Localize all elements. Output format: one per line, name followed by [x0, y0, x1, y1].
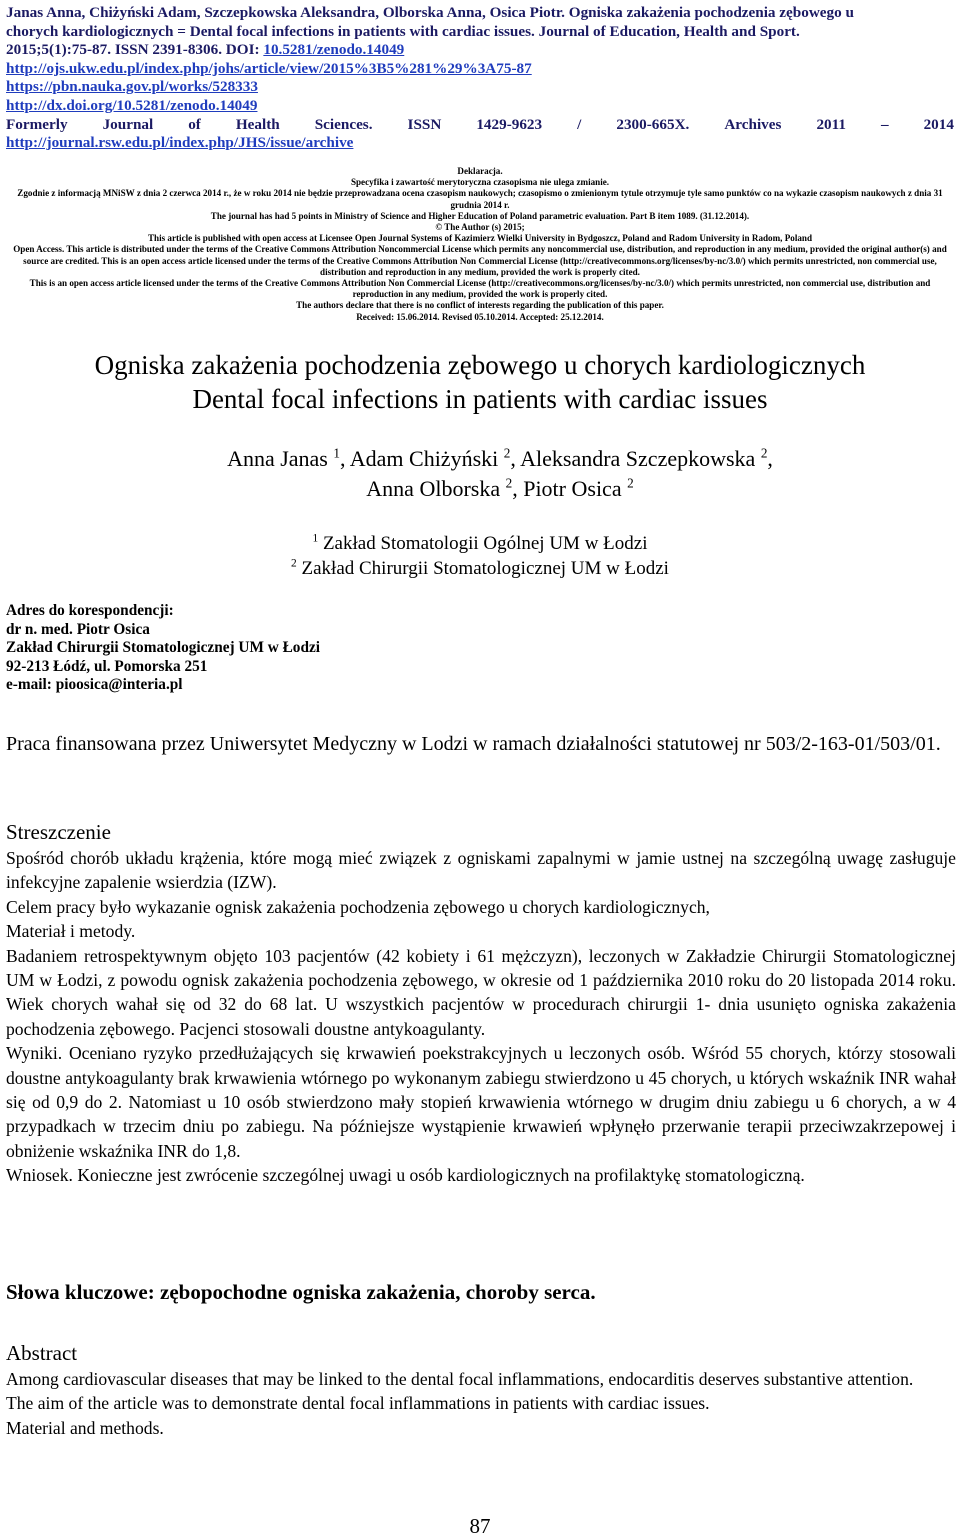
affiliation-mark: 2 [627, 475, 634, 491]
paragraph: Among cardiovascular diseases that may be linked to the dental focal inflammations, endocarditis deserves substantive attention. [6, 1369, 914, 1389]
correspondence-name: dr n. med. Piotr Osica [6, 620, 150, 638]
formerly-word: 1429-9623 [476, 115, 543, 133]
affiliation-text: Zakład Stomatologii Ogólnej UM w Łodzi [318, 533, 648, 554]
paragraph: The aim of the article was to demonstrate dental focal inflammations in patients with cardiac issues. [6, 1393, 710, 1414]
meta-line: Specyfika i zawartość merytoryczna czasopisma nie ulega zmianie. [350, 177, 610, 188]
affiliation-mark: 2 [760, 445, 768, 461]
correspondence-address [6, 602, 606, 695]
affiliation-number: 1 [312, 532, 319, 545]
author-name: Anna Janas [227, 446, 328, 471]
title-polish: Ogniska zakażenia pochodzenia zębowego u chorych kardiologicznych [94, 350, 866, 380]
paragraph: Wniosek. Konieczne jest zwrócenie szczególnej uwagi u osób kardiologicznych na profilaktykę stomatologiczną. [6, 1165, 805, 1186]
correspondence-dept: Zakład Chirurgii Stomatologicznej UM w Łodzi [6, 639, 321, 657]
citation-line-3-text: 2015;5(1):75-87. ISSN 2391-8306. DOI: [6, 41, 264, 59]
formerly-word: Health [235, 115, 280, 133]
authors [120, 444, 880, 504]
meta-line: The journal has had 5 points in Ministry of Science and Higher Education of Poland parametric evaluation. Part B item 1089. (31.12.2014). [210, 210, 750, 221]
copyright: © The Author (s) 2015; [435, 222, 525, 233]
meta-line: This is an open access article licensed under the terms of the Creative Commons Attribution Non Commercial License (http://creativecommons.org/licenses/by-nc/3.0/) which permits unrestricted, non commercial use, distribution and reproduction in any medium, provided the work is properly cited. [29, 278, 931, 300]
author-name: Anna Olborska [366, 476, 501, 501]
correspondence-email: e-mail: pioosica@interia.pl [6, 676, 183, 694]
affiliation-number: 2 [291, 557, 297, 570]
formerly-word: of [188, 115, 201, 133]
formerly-word: 2011 [816, 115, 846, 133]
keywords: Słowa kluczowe: zębopochodne ogniska zakażenia, choroby serca. [6, 1280, 596, 1304]
paragraph: Materiał i metody. [6, 921, 136, 942]
citation-line-1: Janas Anna, Chiżyński Adam, Szczepkowska Aleksandra, Olborska Anna, Osica Piotr. Ogniska zakażenia pochodzenia zębowego u [6, 4, 854, 21]
ojs-link[interactable]: http://ojs.ukw.edu.pl/index.php/johs/article/view/2015%3B5%281%29%3A75-87 [6, 59, 532, 77]
funding-statement [6, 731, 956, 758]
citation-line-3 [6, 41, 954, 60]
formerly-word: / [577, 115, 582, 133]
formerly-word: Formerly [6, 115, 68, 133]
paragraph: Material and methods. [6, 1417, 164, 1438]
correspondence-street: 92-213 Łódź, ul. Pomorska 251 [6, 657, 208, 675]
formerly-word: Archives [724, 115, 782, 133]
author-name: , Piotr Osica [512, 476, 622, 501]
abstract-body [6, 1367, 956, 1440]
archive-link[interactable]: http://journal.rsw.edu.pl/index.php/JHS/issue/archive [6, 134, 354, 152]
license-block [4, 166, 956, 323]
article-title [0, 348, 960, 416]
formerly-word: 2014 [923, 115, 954, 133]
declaration: Deklaracja. [457, 166, 503, 176]
page-number: 87 [469, 1514, 491, 1538]
abstract-heading: Abstract [6, 1341, 78, 1365]
dx-doi-link[interactable]: http://dx.doi.org/10.5281/zenodo.14049 [6, 96, 258, 114]
formerly-word: Sciences. [314, 115, 373, 133]
citation-line-2: chorych kardiologicznych = Dental focal infections in patients with cardiac issues. Journal of Education, Health and Sport. [6, 22, 800, 40]
streszczenie-body [6, 846, 956, 1188]
affiliations [200, 531, 760, 581]
formerly-line [6, 116, 954, 135]
separator: , [767, 446, 773, 471]
meta-line: Open Access. This article is distributed under the terms of the Creative Commons Attribution Noncommercial License which permits any noncommercial use, distribution, and reproduction in any medium, provided the original author(s) and source are credited. This is an open access article licensed under the terms of the Creative Commons Attribution Non Commercial License (http://creativecommons.org/licenses/by-nc/3.0/) which permits unrestricted, non commercial use, distribution and reproduction in any medium, provided the work is properly cited. [13, 244, 947, 277]
correspondence-label: Adres do korespondencji: [6, 602, 174, 619]
affiliation-mark: 2 [505, 475, 513, 491]
received-dates: Received: 15.06.2014. Revised 05.10.2014. Accepted: 25.12.2014. [356, 311, 604, 322]
citation-header [6, 4, 954, 153]
paragraph: Celem pracy było wykazanie ognisk zakażenia pochodzenia zębowego u chorych kardiologicznych, [6, 896, 710, 917]
affiliation-mark: 2 [503, 445, 511, 461]
meta-line: This article is published with open access at Licensee Open Journal Systems of Kazimierz Wielki University in Bydgoszcz, Poland and Radom University in Radom, Poland [147, 233, 813, 244]
author-name: , Adam Chiżyński [339, 446, 499, 471]
paragraph: Spośród chorób układu krążenia, które mogą mieć związek z ogniskami zapalnymi w jamie ustnej na szczególną uwagę zasługuje infekcyjne zapalenie wsierdzia (IZW). [6, 848, 956, 893]
affiliation-mark: 1 [333, 445, 340, 461]
pbn-link[interactable]: https://pbn.nauka.gov.pl/works/528333 [6, 78, 258, 96]
formerly-word: 2300-665X. [616, 115, 690, 133]
doi-link[interactable]: 10.5281/zenodo.14049 [263, 41, 405, 59]
paragraph: Badaniem retrospektywnym objęto 103 pacjentów (42 kobiety i 61 mężczyzn), leczonych w Zakładzie Chirurgii Stomatologicznej UM w Łodzi, z powodu ognisk zakażenia pochodzenia zębowego, w okresie od 1 października 2010 roku do 20 listopada 2014 roku. Wiek chorych wahał się od 32 do 68 lat. U wszystkich pacjentów w procedurach chirurgii 1- dnia usunięto ogniska zakażenia pochodzenia zębowego. Pacjenci stosowali doustne antykoagulanty. [6, 945, 956, 1039]
formerly-word: – [880, 115, 889, 133]
affiliation-text: Zakład Chirurgii Stomatologicznej UM w Łodzi [296, 558, 669, 579]
author-name: , Aleksandra Szczepkowska [510, 446, 756, 471]
formerly-word: Journal [102, 115, 154, 133]
meta-line: The authors declare that there is no conflict of interests regarding the publication of this paper. [296, 300, 664, 311]
paragraph: Wyniki. Oceniano ryzyko przedłużających się krwawień poekstrakcyjnych u leczonych osób. Wśród 55 chorych, którzy stosowali doustne antykoagulanty brak krwawienia wtórnego po wykonanym zabiegu stwierdzono u 45 chorych, u których wskaźnik INR wahał się od 0,9 do 2. Natomiast u 10 osób stwierdzono mały stopień krwawienia wtórnego w drugim dniu zabiegu u 6 chorych, a w 4 przypadkach w trzecim dniu po zabiegu. Na późniejsze wystąpienie krwawień wpłynęło przerwanie terapii przeciwzakrzepowej i obniżenie wskaźnika INR do 1,8. [6, 1043, 956, 1161]
title-english: Dental focal infections in patients with cardiac issues [192, 384, 768, 414]
meta-line: Zgodnie z informacją MNiSW z dnia 2 czerwca 2014 r., że w roku 2014 nie będzie przeprowadzana ocena czasopism naukowych; czasopismo o zmienionym tytule otrzymuje tyle samo punktów co na wykazie czasopism naukowych z dnia 31 grudnia 2014 r. [17, 188, 943, 210]
formerly-word: ISSN [407, 115, 442, 133]
funding-text: Praca finansowana przez Uniwersytet Medyczny w Lodzi w ramach działalności statutowej nr 503/2-163-01/503/01. [6, 733, 941, 755]
streszczenie-heading: Streszczenie [6, 820, 111, 844]
